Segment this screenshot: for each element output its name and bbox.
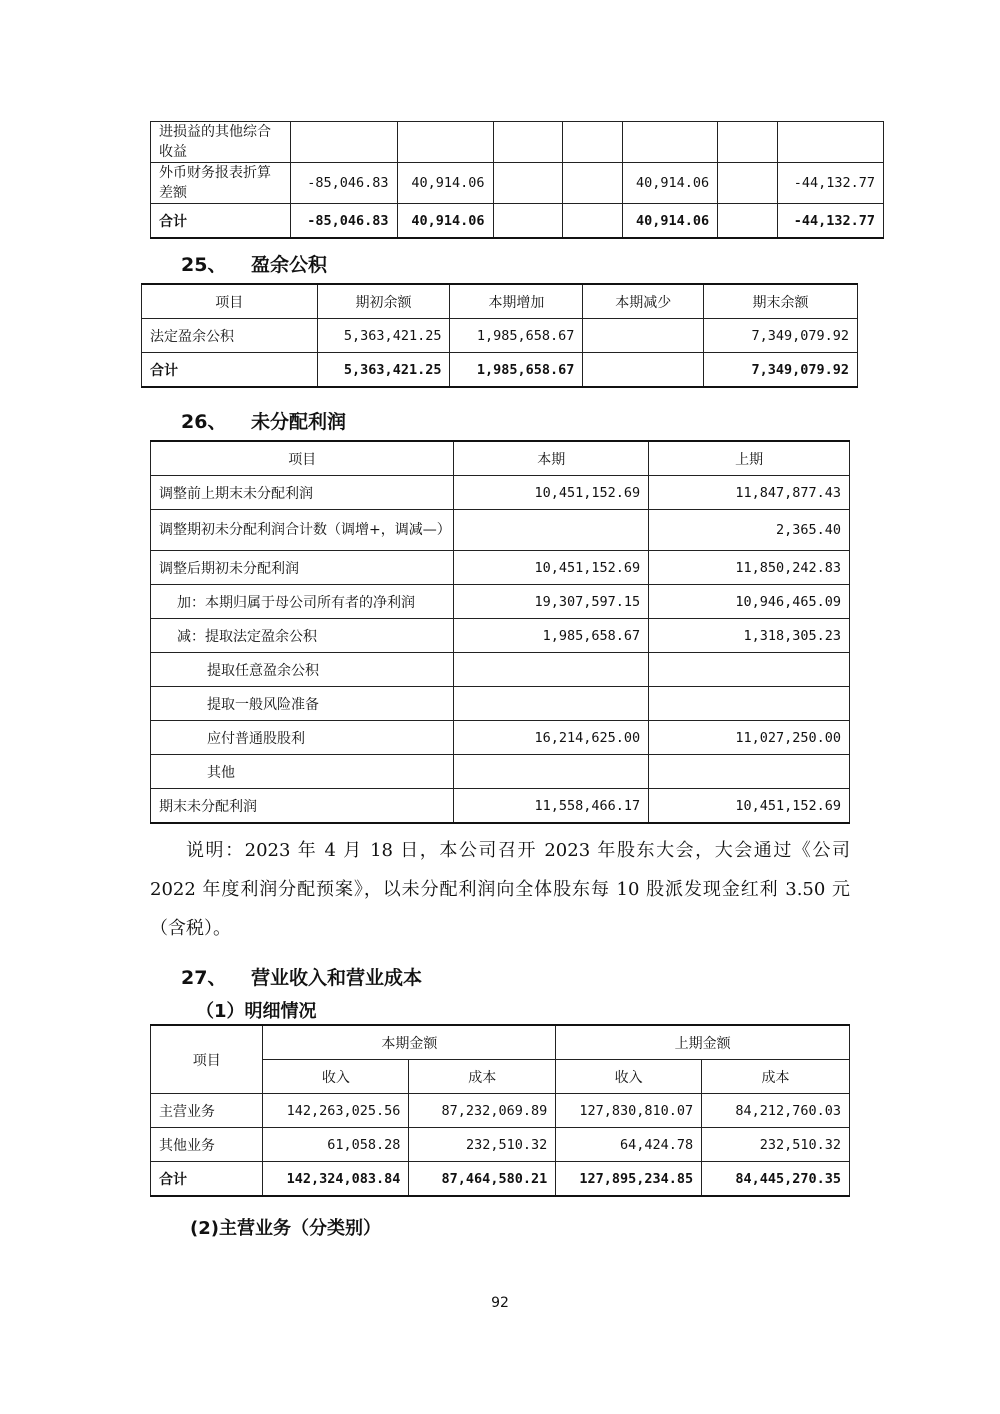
table-row-total: 合计 -85,046.83 40,914.06 40,914.06 -44,132.77 (151, 204, 884, 239)
table-row: 法定盈余公积 5,363,421.25 1,985,658.67 7,349,079.92 (142, 319, 858, 353)
subsection-2-heading: (2)主营业务（分类别） (190, 1218, 381, 1239)
surplus-reserve-table (141, 283, 858, 388)
table-row: 外币财务报表折算差额 -85,046.83 40,914.06 40,914.06 -44,132.77 (151, 163, 884, 204)
table-row-total: 合计 142,324,083.84 87,464,580.21 127,895,234.85 84,445,270.35 (151, 1162, 850, 1197)
other-comprehensive-income-table (150, 121, 884, 239)
table-row: 主营业务 142,263,025.56 87,232,069.89 127,830,810.07 84,212,760.03 (151, 1094, 850, 1128)
table-row-total: 合计 5,363,421.25 1,985,658.67 7,349,079.92 (142, 353, 858, 388)
table-header-row: 项目 本期 上期 (151, 441, 850, 476)
table-header-row: 收入 成本 收入 成本 (151, 1060, 850, 1094)
table-row: 其他 (151, 755, 850, 789)
table-row (151, 122, 884, 163)
table-row: 调整后期初未分配利润 10,451,152.69 11,850,242.83 (151, 551, 850, 585)
table-row: 提取任意盈余公积 (151, 653, 850, 687)
table-row: 期末未分配利润 11,558,466.17 10,451,152.69 (151, 789, 850, 824)
section-27-heading: 27、 营业收入和营业成本 (181, 967, 423, 989)
table-row: 调整前上期末未分配利润 10,451,152.69 11,847,877.43 (151, 476, 850, 510)
table-row: 加：本期归属于母公司所有者的净利润 19,307,597.15 10,946,465.09 (151, 585, 850, 619)
table-row: 提取一般风险准备 (151, 687, 850, 721)
table-row: 调整期初未分配利润合计数（调增+，调减—） 2,365.40 (151, 510, 850, 551)
row-label: 外币财务报表折算差额 (151, 163, 291, 204)
page-number: 92 (491, 1295, 509, 1311)
section-26-heading: 26、 未分配利润 (181, 411, 347, 433)
row-label: 合计 (151, 204, 291, 239)
revenue-cost-table (150, 1024, 850, 1197)
dividend-note: 说明：2023 年 4 月 18 日，本公司召开 2023 年股东大会，大会通过《公司 2022 年度利润分配预案》，以未分配利润向全体股东每 10 股派发现金红利 3.50 元（含税）。 (150, 840, 850, 939)
table-header-row: 项目 期初余额 本期增加 本期减少 期末余额 (142, 284, 858, 319)
table-header-row: 项目 本期金额 上期金额 (151, 1025, 850, 1060)
table-row: 应付普通股股利 16,214,625.00 11,027,250.00 (151, 721, 850, 755)
row-label: 进损益的其他综合收益 (151, 122, 291, 163)
subsection-1-heading: （1）明细情况 (196, 1001, 317, 1022)
section-25-heading: 25、 盈余公积 (181, 254, 328, 276)
table-row: 减：提取法定盈余公积 1,985,658.67 1,318,305.23 (151, 619, 850, 653)
table-row: 其他业务 61,058.28 232,510.32 64,424.78 232,510.32 (151, 1128, 850, 1162)
undistributed-profit-table (150, 440, 850, 824)
